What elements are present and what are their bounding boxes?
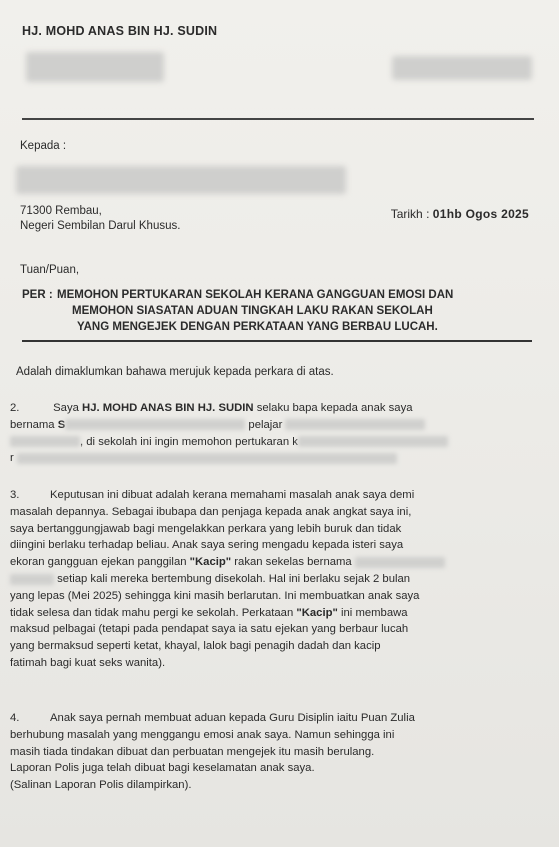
- para3-line-8: [10, 605, 555, 622]
- para3-line6-text: setiap kali mereka bertembung disekolah. Hal ini berlaku sejak 2 bulan: [57, 572, 411, 585]
- para4-line-5: (Salinan Laporan Polis dilampirkan).: [10, 779, 192, 792]
- letter-date: [391, 207, 529, 221]
- para2-line-4: [10, 450, 555, 467]
- header-divider: [22, 118, 534, 120]
- paragraph-4: [10, 710, 555, 794]
- para3-line-11: fatimah bagi kuat seks wanita).: [10, 656, 166, 669]
- para3-text-1: Keputusan ini dibuat adalah kerana memahami masalah anak saya demi: [50, 489, 415, 501]
- para3-line-9: maksud pelbagai (tetapi pada pendapat saya ia satu ejekan yang berbaur lucah: [10, 623, 409, 636]
- para2-text-a: Saya: [53, 402, 79, 414]
- para3-kacip-1: "Kacip": [189, 556, 232, 569]
- para3-line-4: diingini berlaku terhadap beliau. Anak saya sering mengadu kepada isteri saya: [10, 539, 404, 552]
- redacted-recipient-address: [16, 166, 346, 194]
- para2-number: 2.: [10, 402, 20, 414]
- para2-line4-a: r: [10, 452, 14, 465]
- para3-line5-a: ekoran gangguan ejekan panggilan: [10, 556, 187, 569]
- para3-number: 3.: [10, 489, 20, 501]
- redacted-school-address: [17, 453, 397, 464]
- redacted-student-class: [285, 419, 425, 430]
- para2-line-2: [10, 417, 555, 434]
- redacted-student-detail: [10, 436, 80, 447]
- para4-line-4: Laporan Polis juga telah dibuat bagi keselamatan anak saya.: [10, 762, 315, 775]
- subject-line-2: MEMOHON SIASATAN ADUAN TINGKAH LAKU RAKAN SEKOLAH: [72, 305, 433, 317]
- para3-line-3: saya bertanggungjawab bagi mengelakkan perkara yang lebih buruk dan tidak: [10, 522, 402, 535]
- para2-line3-b: k: [292, 435, 298, 448]
- para3-line8-c: ini membawa: [341, 606, 408, 619]
- redacted-sender-contact: [392, 56, 532, 80]
- para2-name: HJ. MOHD ANAS BIN HJ. SUDIN: [82, 402, 254, 414]
- paragraph-3: [10, 487, 555, 672]
- para3-kacip-2: "Kacip": [296, 606, 338, 619]
- para2-line-3: [10, 434, 555, 451]
- subject-line-1: MEMOHON PERTUKARAN SEKOLAH KERANA GANGGUAN EMOSI DAN: [57, 289, 454, 301]
- redacted-classmate-name-2: [10, 574, 54, 585]
- recipient-state: Negeri Sembilan Darul Khusus.: [20, 220, 181, 232]
- para3-line8-a: tidak selesa dan tidak mahu pergi ke sekolah. Perkataan: [10, 606, 294, 619]
- redacted-sender-address: [26, 52, 164, 82]
- para4-text-1: Anak saya pernah membuat aduan kepada Guru Disiplin iaitu Puan Zulia: [50, 712, 415, 724]
- para2-line-1: [10, 400, 555, 417]
- recipient-label: Kepada :: [20, 140, 67, 152]
- para2-line2-c: pelajar: [248, 418, 283, 431]
- redacted-classmate-name: [355, 557, 445, 568]
- para2-line2-b: S: [57, 418, 66, 431]
- redacted-student-name: [65, 419, 245, 430]
- para2-line2-a: bernama: [10, 418, 55, 431]
- para3-line-6: [10, 571, 555, 588]
- redacted-new-school: [298, 436, 448, 447]
- intro-sentence: Adalah dimaklumkan bahawa merujuk kepada perkara di atas.: [16, 366, 334, 378]
- date-value: 01hb Ogos 2025: [432, 207, 529, 221]
- date-label: Tarikh :: [390, 207, 430, 221]
- subject-underline: [22, 340, 532, 342]
- para2-text-b: selaku bapa kepada anak saya: [256, 402, 413, 414]
- para3-line-10: yang bermaksud seperti ketat, khayal, lalok bagi penagih dadah dan kacip: [10, 640, 381, 653]
- para3-line5-c: rakan sekelas bernama: [234, 556, 352, 569]
- subject-label: PER :: [22, 289, 53, 301]
- paragraph-2: [10, 400, 555, 467]
- sender-name: HJ. MOHD ANAS BIN HJ. SUDIN: [22, 24, 218, 38]
- para4-line-1: [10, 710, 555, 727]
- recipient-postcode-city: 71300 Rembau,: [20, 205, 102, 217]
- para2-line3-a: , di sekolah ini ingin memohon pertukaran: [80, 435, 290, 448]
- para3-line-5: [10, 554, 555, 571]
- para4-number: 4.: [10, 712, 20, 724]
- para4-line-2: berhubung masalah yang menggangu emosi anak saya. Namun sehingga ini: [10, 728, 395, 741]
- para3-line-1: [10, 487, 555, 504]
- para4-line-3: masih tiada tindakan dibuat dan perbuatan mengejek itu masih berulang.: [10, 745, 375, 758]
- salutation: Tuan/Puan,: [20, 264, 80, 276]
- para3-line-2: masalah depannya. Sebagai ibubapa dan penjaga kepada anak angkat saya ini,: [10, 505, 412, 518]
- subject-line-3: YANG MENGEJEK DENGAN PERKATAAN YANG BERBAU LUCAH.: [77, 321, 438, 333]
- para3-line-7: yang lepas (Mei 2025) sehingga kini masih berlarutan. Ini membuatkan anak saya: [10, 589, 420, 602]
